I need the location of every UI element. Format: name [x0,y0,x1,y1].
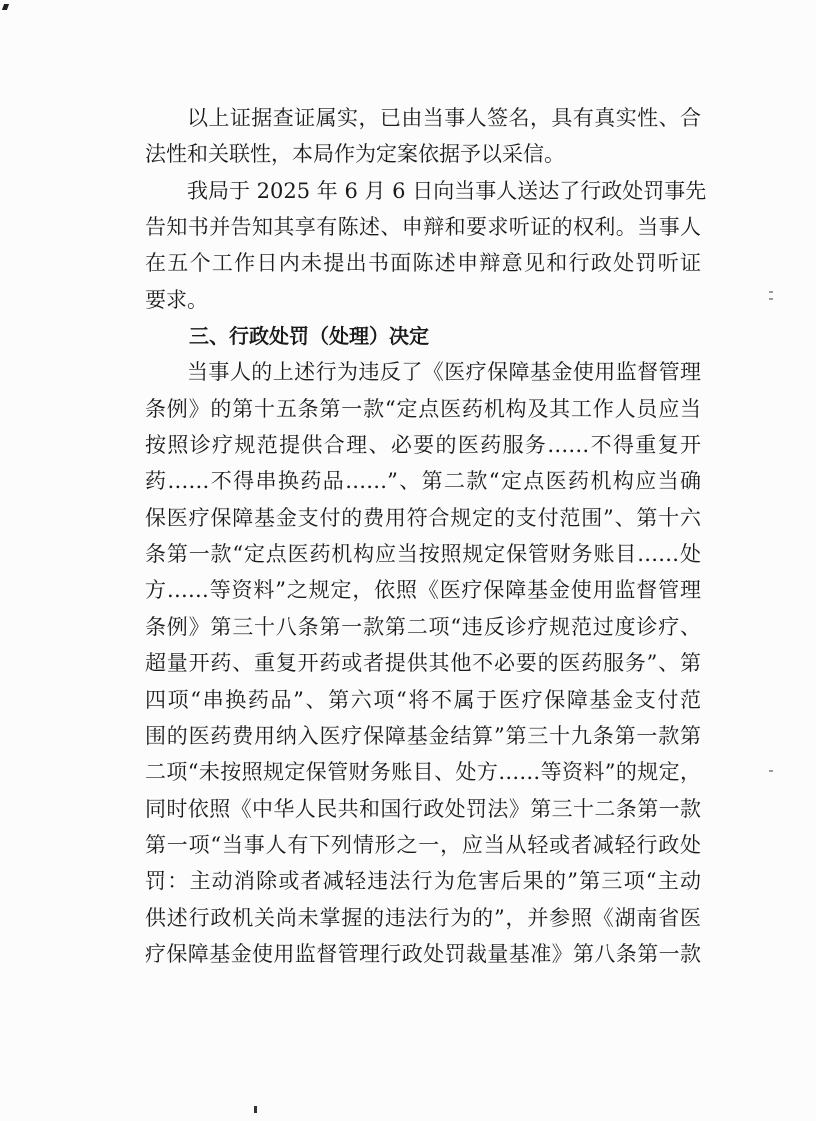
paragraph-line: 同时依照《中华人民共和国行政处罚法》第三十二条第一款 [145,796,701,821]
paragraph-line: 以上证据查证属实，已由当事人签名，具有真实性、合 [187,106,701,130]
paragraph-line: 第一项“当事人有下列情形之一，应当从轻或者减轻行政处 [145,832,701,857]
paragraph-line: 四项“串换药品”、第六项“将不属于医疗保障基金支付范 [145,687,701,712]
scan-corner-mark [2,4,9,10]
paragraph-line: 罚：主动消除或者减轻违法行为危害后果的”第三项“主动 [145,869,701,894]
scan-margin-mark [769,291,773,293]
scan-margin-mark [769,298,773,300]
paragraph-line: 告知书并告知其享有陈述、申辩和要求听证的权利。当事人 [145,215,701,240]
scan-dot-mark [254,1106,257,1113]
paragraph-line: 条例》的第十五条第一款“定点医药机构及其工作人员应当 [145,396,701,421]
paragraph-line: 疗保障基金使用监督管理行政处罚裁量基准》第八条第一款 [145,941,701,966]
paragraph-line: 要求。 [145,287,208,312]
section-heading: 三、行政处罚（处理）决定 [189,324,429,349]
scan-margin-mark [769,770,773,772]
paragraph-line: 我局于 2025 年 6 月 6 日向当事人送达了行政处罚事先 [187,178,707,203]
paragraph-line: 当事人的上述行为违反了《医疗保障基金使用监督管理 [187,360,701,385]
paragraph-line: 药……不得串换药品……”、第二款“定点医药机构应当确 [145,469,701,494]
paragraph-line: 保医疗保障基金支付的费用符合规定的支付范围”、第十六 [145,505,701,530]
paragraph-line: 条第一款“定点医药机构应当按照规定保管财务账目……处 [145,542,701,567]
paragraph-line: 条例》第三十八条第一款第二项“违反诊疗规范过度诊疗、 [145,614,701,639]
paragraph-line: 供述行政机关尚未掌握的违法行为的”，并参照《湖南省医 [145,905,701,930]
paragraph-line: 方……等资料”之规定，依照《医疗保障基金使用监督管理 [145,578,701,603]
paragraph-line: 超量开药、重复开药或者提供其他不必要的医药服务”、第 [145,651,701,676]
paragraph-line: 在五个工作日内未提出书面陈述申辩意见和行政处罚听证 [145,251,701,276]
paragraph-line: 法性和关联性，本局作为定案依据予以采信。 [145,142,565,167]
document-body [145,100,707,972]
paragraph-line: 按照诊疗规范提供合理、必要的医药服务……不得重复开 [145,433,701,458]
paragraph-line: 二项“未按照规定保管财务账目、处方……等资料”的规定， [145,760,701,785]
paragraph-line: 围的医药费用纳入医疗保障基金结算”第三十九条第一款第 [145,723,701,748]
